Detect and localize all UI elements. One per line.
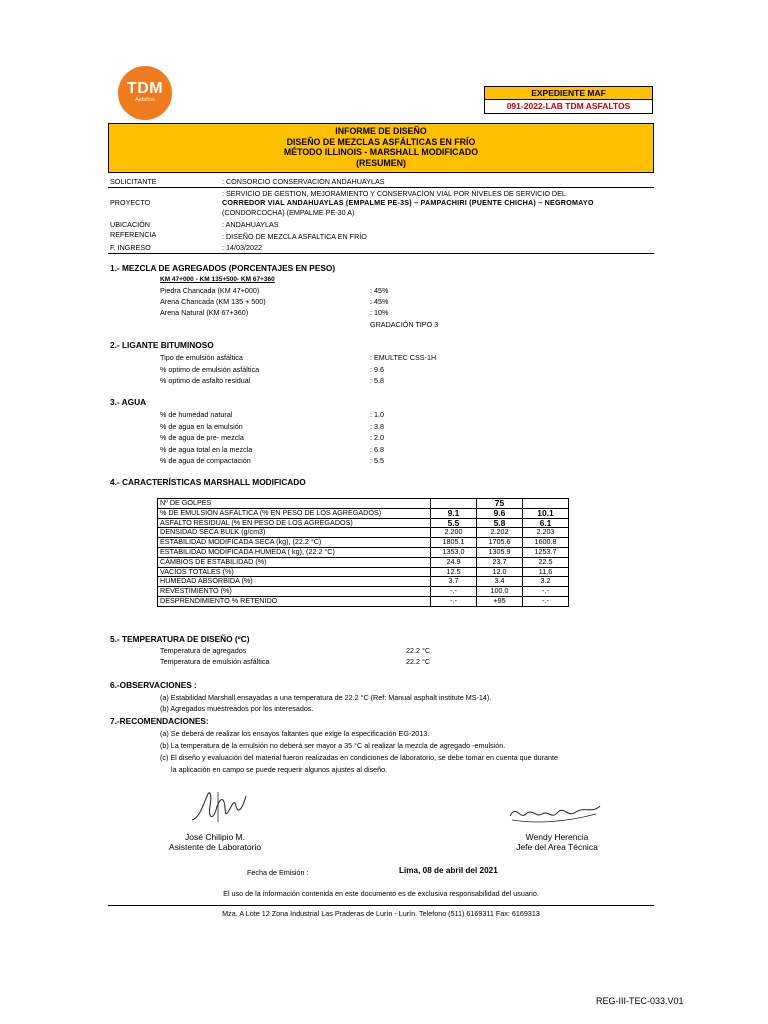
section-6-title: 6.-OBSERVACIONES : [110,680,197,690]
s1-row-label: Arena Chancada (KM 135 + 500) [160,297,266,306]
cell: 100.0 [477,587,523,597]
empty-cell [523,499,569,509]
s5-row-value: 22.2 °C [406,646,431,655]
table-row [158,557,569,567]
footer-line [108,905,654,906]
ingreso-label: F. INGRESO [110,243,151,252]
logo-sub: Asfaltos [135,97,155,103]
cell: -.- [431,596,477,606]
cell: 3.7 [431,577,477,587]
golpes-label: Nº DE GOLPES [158,499,431,509]
cell: 12.0 [477,567,523,577]
s3-row-value: : 6.8 [370,445,384,454]
s5-row-label: Temperatura de emulsión asfáltica [160,657,270,666]
s3-row-value: : 1.0 [370,410,384,419]
cell: 2.203 [523,528,569,538]
cell: 12.5 [431,567,477,577]
section-1-title: 1.- MEZCLA DE AGREGADOS (PORCENTAJES EN PESO) [110,263,336,273]
title-line-1: INFORME DE DISEÑO [335,126,427,136]
s2-row-value: : 5.8 [370,376,384,385]
cell: 1253.7 [523,547,569,557]
s1-row-label: Piedra Chancada (KM 47+000) [160,286,260,295]
table-row [158,547,569,557]
section-2-title: 2.- LIGANTE BITUMINOSO [110,340,214,350]
recommendation-item: (c) El diseño y evaluación del material fueron realizadas en condiciones de laboratorio, se debe tomar en cuenta que durante [160,753,558,762]
golpes-value: 75 [477,499,523,509]
table-row [158,518,569,528]
table-row [158,528,569,538]
row-label: VACÍOS TOTALES (%) [158,567,431,577]
solicitante-value: : CONSORCIO CONSERVACION ANDAHUAYLAS [222,177,385,186]
cell: 2.202 [477,528,523,538]
cell: 1305.9 [477,547,523,557]
cell: -.- [523,596,569,606]
row-label: ESTABILIDAD MODIFICADA SECA (kg), (22.2 °C) [158,538,431,548]
ubicacion-label: UBICACIÓN [110,220,150,229]
cell: 22.5 [523,557,569,567]
row-label: ESTABILIDAD MODIFICADA HUMEDA ( kg), (22.2 °C) [158,547,431,557]
title-line-2: DISEÑO DE MEZCLAS ASFÁLTICAS EN FRÍO [286,136,476,147]
proyecto-line-1: : SERVICIO DE GESTION, MEJORAMIENTO Y CONSERVACION VIAL POR NIVELES DE SERVICIO DEL [222,189,566,198]
s5-row-value: 22.2 °C [406,657,431,666]
proyecto-line-2: CORREDOR VIAL ANDAHUAYLAS (EMPALME PE-3S) – PAMPACHIRI (PUENTE CHICHA) – NEGROMAYO [222,198,594,207]
signature-chilipio [188,788,254,828]
signature-herencia [506,800,606,828]
expediente-value: 091-2022-LAB TDM ASFALTOS [506,101,631,111]
cell: 1805.1 [431,538,477,548]
s1-row-label: Arena Natural (KM 67+360) [160,308,249,317]
section-4-title: 4.- CARACTERÍSTICAS MARSHALL MODIFICADO [110,477,306,487]
row-label: HUMEDAD ABSORBIDA (%) [158,577,431,587]
proyecto-label: PROYECTO [110,198,151,207]
s3-row-label: % de agua de compactación [160,456,251,465]
cell: -.- [431,587,477,597]
recommendation-item: la aplicación en campo se puede requerir algunos ajustes al diseño. [171,765,388,774]
cell: 1353.0 [431,547,477,557]
title-line-3: MÉTODO ILLINOIS - MARSHALL MODIFICADO [283,147,479,157]
header-bottom-line [108,253,654,254]
empty-cell [431,499,477,509]
s3-row-value: : 2.0 [370,433,384,442]
gradacion: GRADACIÓN TIPO 3 [370,320,439,329]
s5-row-label: Temperatura de agregados [160,646,247,655]
signer-1-role: Asistente de Laboratorio [168,842,262,852]
row-label: ASFALTO RESIDUAL (% EN PESO DE LOS AGREGADOS) [158,518,431,528]
document-code: REG-III-TEC-033.V01 [596,996,684,1006]
emision-label: Fecha de Emisión : [247,868,309,877]
logo-brand: TDM [126,80,164,97]
row-label: DESPRENDIMIENTO % RETENIDO [158,596,431,606]
s3-row-label: % de agua de pre- mezcla [160,433,244,442]
cell: 10.1 [523,508,569,518]
table-row [158,538,569,548]
solicitante-label: SOLICITANTE [110,177,157,186]
s2-row-label: % optimo de emulsión asfáltica [160,365,260,374]
signer-1-name: José Chilipio M. [185,832,245,842]
observation-item: (a) Estabilidad Marshall ensayadas a una temperatura de 22.2 °C (Ref: Manual asphalt institute MS-14). [160,693,492,702]
expediente-box [484,86,653,114]
row-label: REVESTIMIENTO (%) [158,587,431,597]
signer-2-role: Jefe del Area Técnica [516,842,598,852]
row-label: % DE EMULSIÓN ASFÁLTICA (% EN PESO DE LOS AGREGADOS) [158,508,431,518]
s2-row-value: : EMULTEC CSS-1H [370,353,437,362]
cell: +95 [477,596,523,606]
recommendation-item: (b) La temperatura de la emulsión no deberá ser mayor a 35 °C al realizar la mezcla de agregado -emulsión. [160,741,506,750]
s2-row-label: Tipo de emulsión asfáltica [160,353,243,362]
cell: 1600.8 [523,538,569,548]
header-divider [108,187,654,188]
cell: 9.6 [477,508,523,518]
cell: 3.4 [477,577,523,587]
s2-row-label: % optimo de asfalto residual [160,376,251,385]
report-title [108,123,654,173]
title-line-4: (RESUMEN) [356,157,406,168]
table-row [158,567,569,577]
ingreso-value: : 14/03/2022 [222,243,262,252]
cell: 2.200 [431,528,477,538]
recommendation-item: (a) Se deberá de realizar los ensayos faltantes que exige la especificación EG-2013. [160,729,430,738]
table-row [158,508,569,518]
section-7-title: 7.-RECOMENDACIONES: [110,716,209,726]
row-label: DENSIDAD SECA BULK (g/cm3) [158,528,431,538]
emision-value: Lima, 08 de abril del 2021 [399,866,498,875]
cell: -.- [523,587,569,597]
s3-row-label: % de agua en la emulsión [160,422,243,431]
signer-2-name: Wendy Herencia [525,832,589,842]
observation-item: (b) Agregados muestreados por los interesados. [160,704,314,713]
cell: 23.7 [477,557,523,567]
referencia-value: : DISEÑO DE MEZCLA ASFALTICA EN FRÍO [222,232,367,241]
cell: 5.5 [431,518,477,528]
cell: 9.1 [431,508,477,518]
s1-row-value: : 45% [370,297,389,306]
table-row [158,587,569,597]
marshall-table [157,498,569,607]
table-row [158,577,569,587]
cell: 1705.6 [477,538,523,548]
cell: 11.6 [523,567,569,577]
expediente-label: EXPEDIENTE MAF [485,87,652,100]
company-logo [118,66,172,120]
s3-row-label: % de humedad natural [160,410,233,419]
table-row [158,596,569,606]
ubicacion-value: : ANDAHUAYLAS [222,220,279,229]
referencia-label: REFERENCIA [110,230,157,239]
disclaimer: El uso de la información contenida en este documento es de exclusiva responsabilidad del usuario. [223,889,539,898]
address: Mza. A Lote 12 Zona Industrial Las Praderas de Lurín - Lurín. Telefono (511) 6169311 Fax: 6169313 [222,909,540,918]
cell: 6.1 [523,518,569,528]
s1-row-value: : 45% [370,286,389,295]
s3-row-value: : 3.8 [370,422,384,431]
section-5-title: 5.- TEMPERATURA DE DISEÑO (ºC) [110,634,250,644]
section-1-sub: KM 47+000 - KM 135+500- KM 67+360 [160,276,275,283]
cell: 5.8 [477,518,523,528]
cell: 24.9 [431,557,477,567]
s1-row-value: : 10% [370,308,389,317]
proyecto-line-3: (CONDORCOCHA) (EMPALME PE-30 A) [222,208,355,217]
row-label: CAMBIOS DE ESTABILIDAD (%) [158,557,431,567]
table-row [158,499,569,509]
s3-row-label: % de agua total en la mezcla [160,445,253,454]
s3-row-value: : 5.5 [370,456,384,465]
s2-row-value: : 9.6 [370,365,384,374]
section-3-title: 3.- AGUA [110,397,147,407]
cell: 3.2 [523,577,569,587]
